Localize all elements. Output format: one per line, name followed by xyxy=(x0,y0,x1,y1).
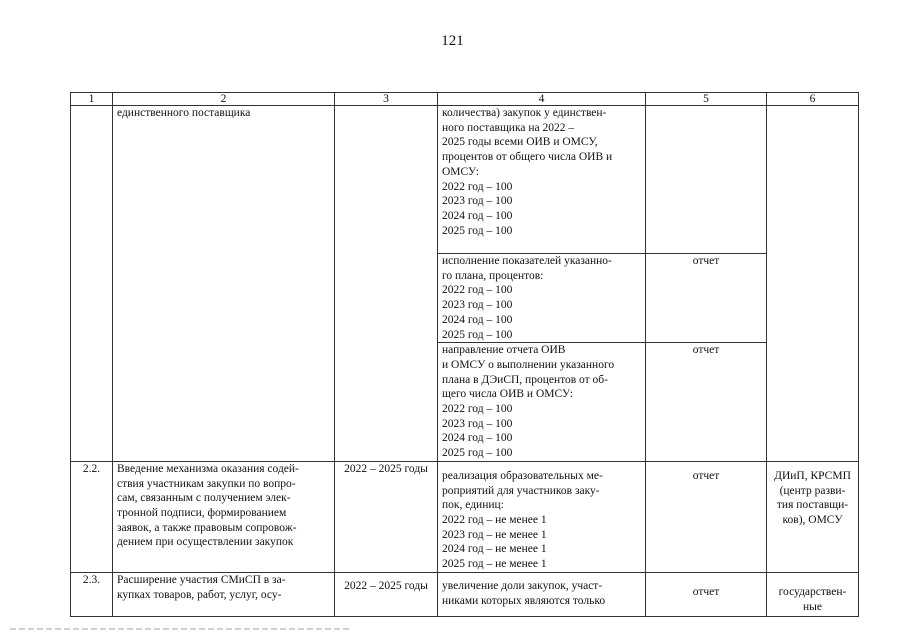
event-cell: Расширение участия СМиСП в за- купках товаров, работ, услуг, осу- xyxy=(113,572,335,616)
table-row xyxy=(71,461,859,572)
column-header: 1 xyxy=(71,93,113,106)
executors-cell: ДИиП, КРСМП (центр разви- тия поставщи- ков), ОМСУ xyxy=(767,461,859,572)
period-cell xyxy=(335,106,438,462)
column-header: 2 xyxy=(113,93,335,106)
table-header-row xyxy=(71,93,859,106)
plan-table xyxy=(70,92,859,617)
report-form-cell xyxy=(646,106,767,254)
executors-cell xyxy=(767,106,859,462)
report-form-cell: отчет xyxy=(646,343,767,462)
column-header: 3 xyxy=(335,93,438,106)
report-form-cell: отчет xyxy=(646,254,767,343)
page-number: 121 xyxy=(441,33,464,49)
indicator-cell: количества) закупок у единствен- ного поставщика на 2022 – 2025 годы всеми ОИВ и ОМСУ, процентов от общего числа ОИВ и ОМСУ: 2022 год – 100 2023 год – 100 2024 год – 100 2025 год – 100 xyxy=(438,106,646,254)
indicator-cell: реализация образовательных ме- роприятий для участников заку- пок, единиц: 2022 год – не менее 1 2023 год – не менее 1 2024 год – не менее 1 2025 год – не менее 1 xyxy=(438,461,646,572)
executors-cell: государствен- ные xyxy=(767,572,859,616)
item-number-cell: 2.2. xyxy=(71,461,113,572)
report-form-cell: отчет xyxy=(646,572,767,616)
table-row xyxy=(71,106,859,254)
column-header: 6 xyxy=(767,93,859,106)
period-cell: 2022 – 2025 годы xyxy=(335,572,438,616)
item-number-cell: 2.3. xyxy=(71,572,113,616)
event-cell: единственного поставщика xyxy=(113,106,335,462)
column-header: 5 xyxy=(646,93,767,106)
indicator-cell: направление отчета ОИВ и ОМСУ о выполнении указанного плана в ДЭиСП, процентов от об- щего числа ОИВ и ОМСУ: 2022 год – 100 2023 год – 100 2024 год – 100 2025 год – 100 xyxy=(438,343,646,462)
indicator-cell: исполнение показателей указанно- го плана, процентов: 2022 год – 100 2023 год – 100 2024 год – 100 2025 год – 100 xyxy=(438,254,646,343)
event-cell: Введение механизма оказания содей- ствия участникам закупки по вопро- сам, связанным с получением элек- тронной подписи, формированием заявок, а также правовым сопровож- дением при осуществлении закупок xyxy=(113,461,335,572)
item-number-cell xyxy=(71,106,113,462)
period-cell: 2022 – 2025 годы xyxy=(335,461,438,572)
column-header: 4 xyxy=(438,93,646,106)
table-row xyxy=(71,572,859,616)
report-form-cell: отчет xyxy=(646,461,767,572)
scan-artifact xyxy=(10,628,350,630)
indicator-cell: увеличение доли закупок, участ- никами которых являются только xyxy=(438,572,646,616)
